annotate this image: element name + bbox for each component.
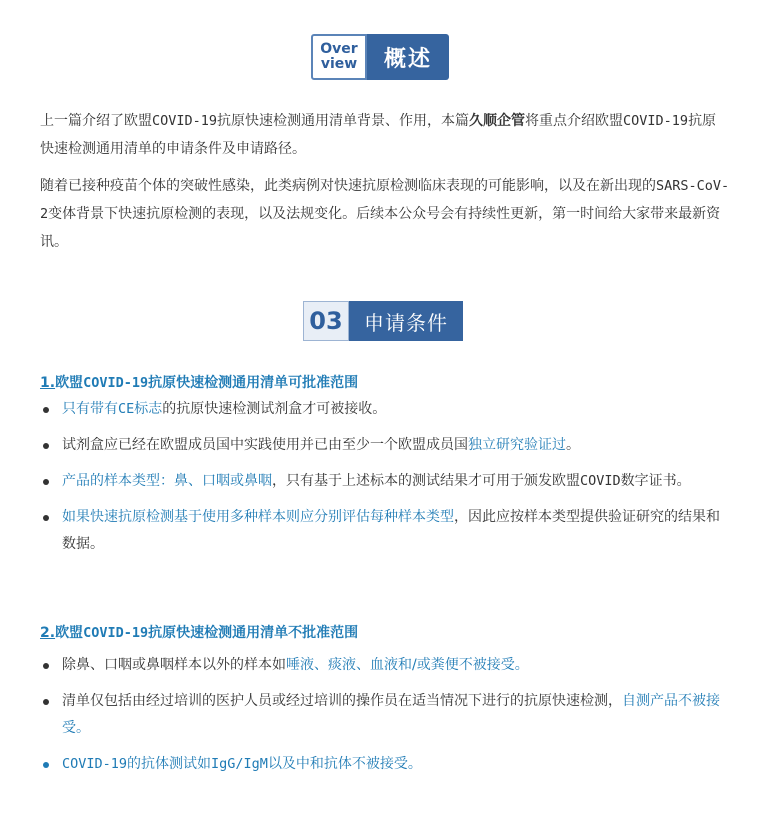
text: IgG/IgM — [211, 756, 268, 772]
text: 抗原快速检测通用清单背景、作用，本篇 — [217, 113, 470, 129]
text: COVID-19 — [83, 375, 149, 391]
text: 。 — [566, 437, 580, 453]
text: 唾液、痰液、血液和/或粪便不被接受。 — [286, 657, 529, 673]
text: 欧盟 — [55, 625, 84, 641]
emphasis-brand: 久顺企管 — [469, 113, 526, 129]
text: COVID — [580, 473, 621, 489]
list-item — [40, 688, 730, 742]
text: 除鼻、口咽或鼻咽样本以外的样本如 — [62, 657, 286, 673]
text: 数字证书。 — [620, 473, 691, 489]
overview-badge — [311, 34, 449, 80]
text: 随着已接种疫苗个体的突破性感染，此类病例对快速抗原检测临床表现的可能影响，以及在新出现的 — [40, 178, 656, 194]
list-item — [40, 432, 730, 459]
subheading-number: 1. — [40, 375, 56, 391]
overview-badge-chinese: 概述 — [367, 34, 449, 80]
subheading-number: 2. — [40, 625, 56, 641]
text: 欧盟 — [55, 375, 84, 391]
text: 抗原快速检测通用清单的申请条件及申请路径。 — [40, 113, 717, 157]
text: 将重点介绍欧盟 — [525, 113, 624, 129]
bullet-list-2 — [40, 652, 730, 778]
section-title: 申请条件 — [349, 301, 463, 341]
text: 以及中和抗体不被接受。 — [267, 756, 422, 772]
text: 清单仅包括由经过培训的医护人员或经过培训的操作员在适当情况下进行的抗原快速检测， — [62, 693, 622, 709]
intro-paragraph-1 — [40, 107, 730, 163]
text: ，只有基于上述标本的测试结果才可用于颁发欧盟 — [272, 473, 580, 489]
text: 只有带有 — [62, 401, 118, 417]
text: ，因此应按样本类型提供验证研究的结果和数据。 — [62, 509, 720, 552]
text: 标志 — [134, 401, 163, 417]
section-number: 03 — [303, 301, 349, 341]
text: CE — [118, 401, 135, 417]
text: COVID-19 — [62, 756, 128, 772]
overview-badge-english — [311, 34, 367, 80]
list-item — [40, 504, 730, 558]
text: 的抗体测试如 — [127, 756, 212, 772]
text: 变体背景下快速抗原检测的表现，以及法规变化。后续本公众号会有持续性更新，第一时间给大家带来最新资讯。 — [40, 206, 721, 250]
text: 抗原快速检测通用清单可批准范围 — [148, 375, 359, 391]
text: 试剂盒应已经在欧盟成员国中实践使用并已由至少一个欧盟成员国 — [62, 437, 468, 453]
subheading-2 — [40, 622, 358, 642]
list-item — [40, 751, 730, 778]
text: COVID-19 — [152, 113, 218, 129]
section-badge — [303, 301, 463, 341]
text: 产品的样本类型：鼻、口咽或鼻咽 — [62, 473, 272, 489]
overview-badge-line1: Over — [320, 41, 358, 57]
text: 自测产品不被接受。 — [62, 693, 720, 736]
text: 抗原快速检测通用清单不批准范围 — [148, 625, 359, 641]
list-item — [40, 396, 730, 423]
text: 独立研究验证过 — [468, 437, 566, 453]
text: 的抗原快速检测试剂盒才可被接收。 — [162, 401, 387, 417]
subheading-1 — [40, 372, 358, 392]
list-item — [40, 468, 730, 495]
intro-paragraph-2 — [40, 172, 730, 256]
text: 上一篇介绍了欧盟 — [40, 113, 152, 129]
text: COVID-19 — [623, 113, 689, 129]
text: SARS-CoV-2 — [40, 178, 730, 222]
overview-badge-line2: view — [320, 56, 358, 72]
bullet-list-1 — [40, 396, 730, 558]
text: 如果快速抗原检测基于使用多种样本则应分别评估每种样本类型 — [62, 509, 454, 525]
text: COVID-19 — [83, 625, 149, 641]
list-item — [40, 652, 730, 679]
